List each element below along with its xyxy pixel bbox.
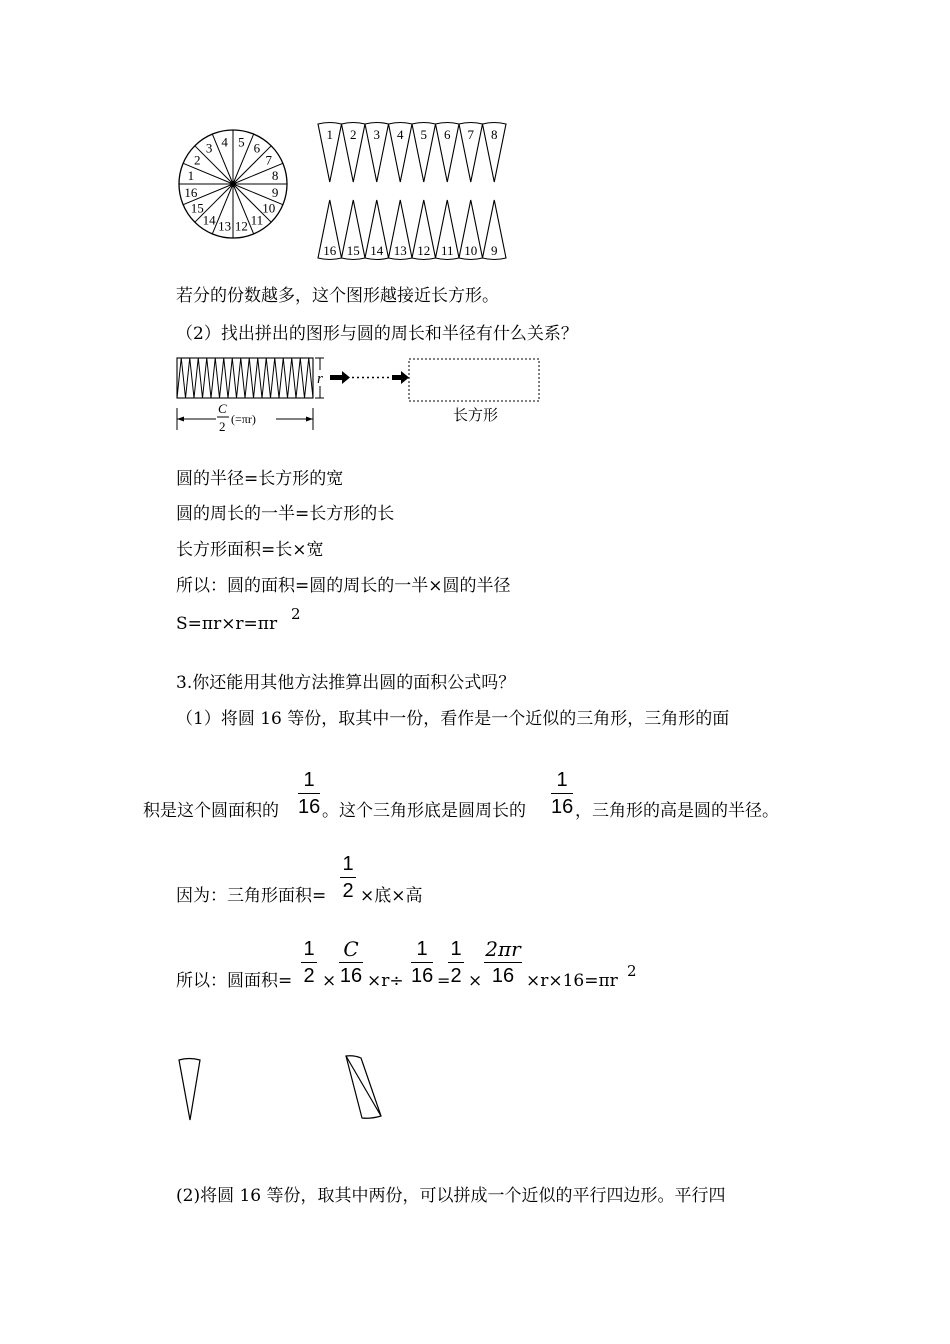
sector-number: 2: [193, 152, 201, 168]
formula-superscript: 2: [291, 605, 301, 623]
c-equals-pi-r: (=πr): [231, 412, 256, 426]
radius-label: r: [317, 371, 323, 387]
c-numerator: C: [218, 401, 227, 416]
sector-number: 6: [253, 140, 261, 156]
fraction-denominator: 16: [339, 965, 363, 987]
fraction-numerator: 1: [303, 938, 315, 960]
sector-number: 11: [250, 212, 264, 228]
fraction-one-sixteenth-3: [411, 937, 433, 988]
center-point: [230, 181, 236, 187]
because-line-b: ×底×高: [360, 886, 423, 906]
sector-number: 16: [323, 243, 337, 258]
sector-row-top: [318, 123, 506, 183]
divided-circle-diagram: [179, 130, 287, 238]
text-line-2: （2）找出拼出的图形与圆的周长和半径有什么关系？: [176, 324, 578, 344]
fraction-denominator: 2: [303, 965, 315, 987]
sector-number: 11: [440, 243, 454, 258]
times-sign-2: ×: [468, 971, 483, 991]
fraction-one-half: [340, 852, 356, 903]
fraction-numerator: 1: [416, 938, 428, 960]
fraction-half-a: [301, 937, 317, 988]
equals-sign: =: [437, 971, 451, 990]
fraction-denominator: 16: [491, 965, 515, 987]
sector-number: 16: [184, 184, 198, 200]
fraction-half-b: [448, 937, 464, 988]
sector-number: 7: [467, 127, 474, 142]
therefore-line-end: ×r×16=πr: [526, 971, 618, 991]
method-1-line-1: （1）将圆 16 等份，取其中一份，看作是一个近似的三角形，三角形的面: [176, 709, 730, 729]
sector-number: 6: [444, 127, 451, 142]
sector-number: 5: [238, 134, 245, 150]
zigzag-line: [177, 358, 313, 398]
text-line-6: 所以：圆的面积=圆的周长的一半×圆的半径: [176, 576, 511, 596]
sector-number: 9: [271, 184, 279, 200]
c-denominator: 2: [219, 419, 226, 434]
fraction-numerator: 1: [303, 769, 315, 791]
fraction-denominator: 16: [298, 796, 321, 818]
fraction-numerator: 2πr: [485, 937, 521, 961]
sector-number: 7: [265, 152, 273, 168]
circle-division-figure: [170, 118, 510, 268]
sector-number: 14: [202, 212, 216, 228]
single-sector-shape: [179, 1059, 200, 1121]
text-line-1: 若分的份数越多，这个图形越接近长方形。: [176, 286, 499, 306]
sector-number: 10: [464, 243, 478, 258]
sector-number: 2: [350, 127, 357, 142]
sector-number: 10: [262, 200, 276, 216]
fraction-denominator: 2: [450, 965, 462, 987]
text-line-5: 长方形面积=长×宽: [176, 540, 324, 560]
times-r-divide: ×r÷: [367, 971, 404, 991]
sector-number: 3: [205, 140, 213, 156]
sector-number: 5: [420, 127, 427, 142]
fraction-c-over-16: [339, 937, 363, 988]
formula-line: S=πr×r=πr: [176, 614, 278, 634]
fraction-numerator: 1: [450, 938, 462, 960]
fraction-one-sixteenth: [298, 768, 320, 819]
sector-row-bottom: [318, 200, 506, 260]
sector-number: 14: [370, 243, 384, 258]
text-line-3: 圆的半径=长方形的宽: [176, 469, 344, 489]
method-1-line-2b: 。这个三角形底是圆周长的: [322, 801, 526, 821]
sector-number: 4: [221, 134, 228, 150]
rearrangement-figure: [172, 352, 552, 437]
fraction-numerator: 1: [342, 853, 354, 875]
sector-number: 1: [326, 127, 333, 142]
text-line-4: 圆的周长的一半=长方形的长: [176, 504, 395, 524]
sector-number: 13: [393, 243, 407, 258]
radius-line: [195, 146, 233, 184]
question-3: 3.你还能用其他方法推算出圆的面积公式吗？: [176, 673, 516, 693]
zigzag-strip-diagram: [177, 358, 313, 398]
sector-number: 3: [373, 127, 380, 142]
sector-number: 1: [187, 168, 195, 184]
therefore-line-a: 所以：圆面积=: [176, 971, 293, 991]
fraction-numerator: C: [343, 937, 359, 961]
sector-number: 15: [190, 200, 204, 216]
therefore-superscript: 2: [627, 962, 637, 980]
sector-number: 8: [491, 127, 498, 142]
fraction-denominator: 16: [411, 965, 434, 987]
method-2-line: (2)将圆 16 等份，取其中两份，可以拼成一个近似的平行四边形。平行四: [176, 1186, 726, 1206]
sector-number: 4: [397, 127, 404, 142]
sector-number: 15: [346, 243, 360, 258]
rectangle-label: 长方形: [453, 408, 499, 424]
rectangle-outline: [409, 359, 539, 401]
method-1-line-2a: 积是这个圆面积的: [143, 801, 279, 821]
because-line-a: 因为：三角形面积=: [176, 886, 327, 906]
fraction-numerator: 1: [556, 769, 568, 791]
sector-shapes-figure: [170, 1052, 390, 1124]
times-sign-1: ×: [322, 971, 337, 991]
sector-number: 12: [417, 243, 431, 258]
arrow-right-icon: [330, 371, 409, 384]
fraction-denominator: 2: [342, 880, 354, 902]
sector-number: 12: [234, 218, 248, 234]
sector-number: 9: [491, 243, 498, 258]
fraction-2pir-over-16: [484, 937, 522, 988]
method-1-line-2c: ，三角形的高是圆的半径。: [575, 801, 779, 821]
fraction-denominator: 16: [551, 796, 574, 818]
fraction-one-sixteenth-2: [551, 768, 573, 819]
sector-number: 8: [271, 168, 279, 184]
sector-number: 13: [218, 218, 232, 234]
